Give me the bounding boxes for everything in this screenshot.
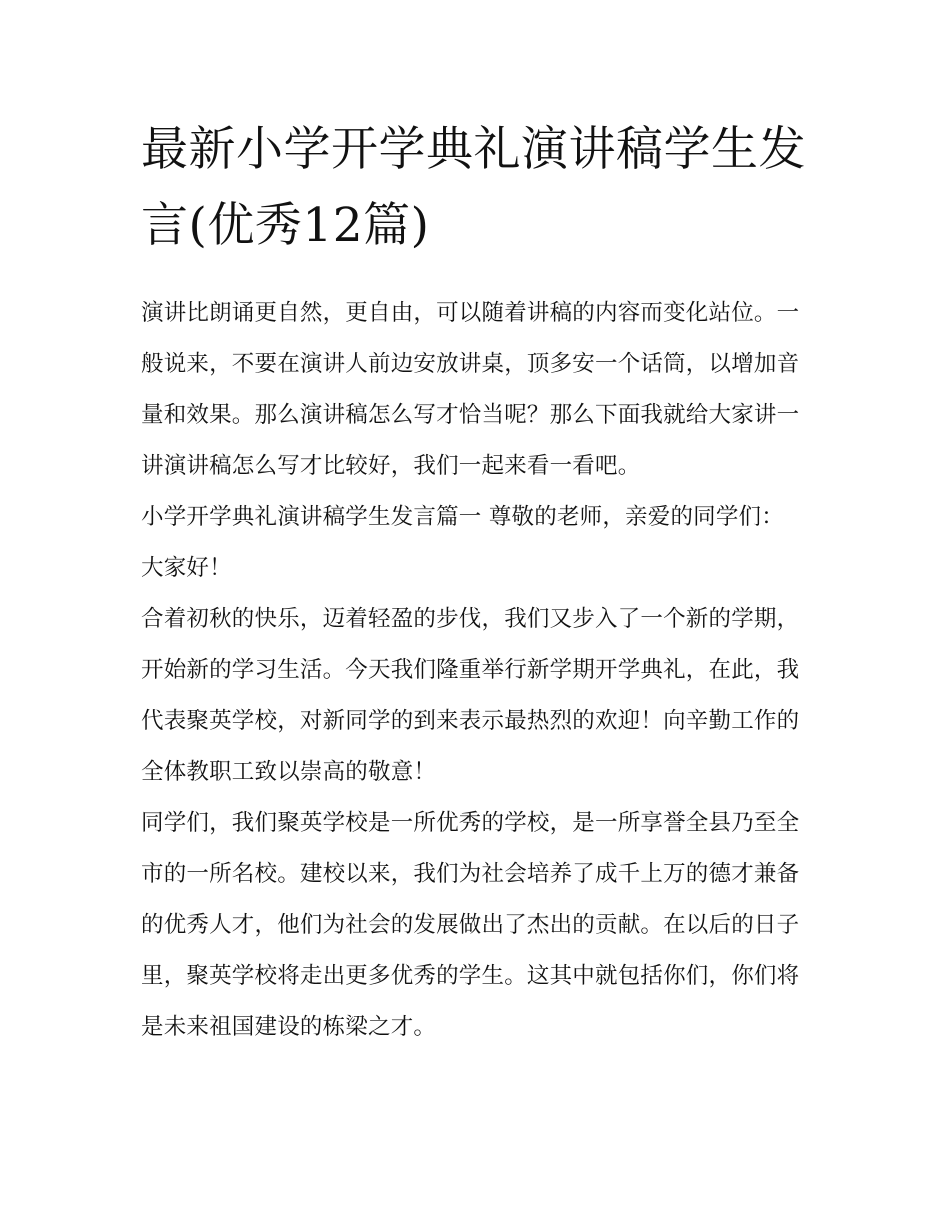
body-paragraph-school: 同学们，我们聚英学校是一所优秀的学校，是一所享誉全县乃至全市的一所名校。建校以来，我们为社会培养了成千上万的德才兼备的优秀人才，他们为社会的发展做出了杰出的贡献。在以后的日子里，聚英学校将走出更多优秀的学生。这其中就包括你们，你们将是未来祖国建设的栋梁之才。 (141, 810, 800, 1040)
body-paragraph-welcome: 合着初秋的快乐，迈着轻盈的步伐，我们又步入了一个新的学期，开始新的学习生活。今天我们隆重举行新学期开学典礼，在此，我代表聚英学校，对新同学的到来表示最热烈的欢迎！向辛勤工作的全体教职工致以崇高的敬意！ (141, 606, 800, 785)
speech-heading-paragraph: 小学开学典礼演讲稿学生发言篇一 尊敬的老师，亲爱的同学们： 大家好！ (141, 504, 784, 581)
document-page (141, 112, 813, 1053)
intro-paragraph: 演讲比朗诵更自然，更自由，可以随着讲稿的内容而变化站位。一般说来，不要在演讲人前边安放讲桌，顶多安一个话筒，以增加音量和效果。那么演讲稿怎么写才恰当呢？那么下面我就给大家讲一讲演讲稿怎么写才比较好，我们一起来看一看吧。 (141, 300, 800, 479)
document-title: 最新小学开学典礼演讲稿学生发言(优秀12篇) (141, 122, 806, 253)
